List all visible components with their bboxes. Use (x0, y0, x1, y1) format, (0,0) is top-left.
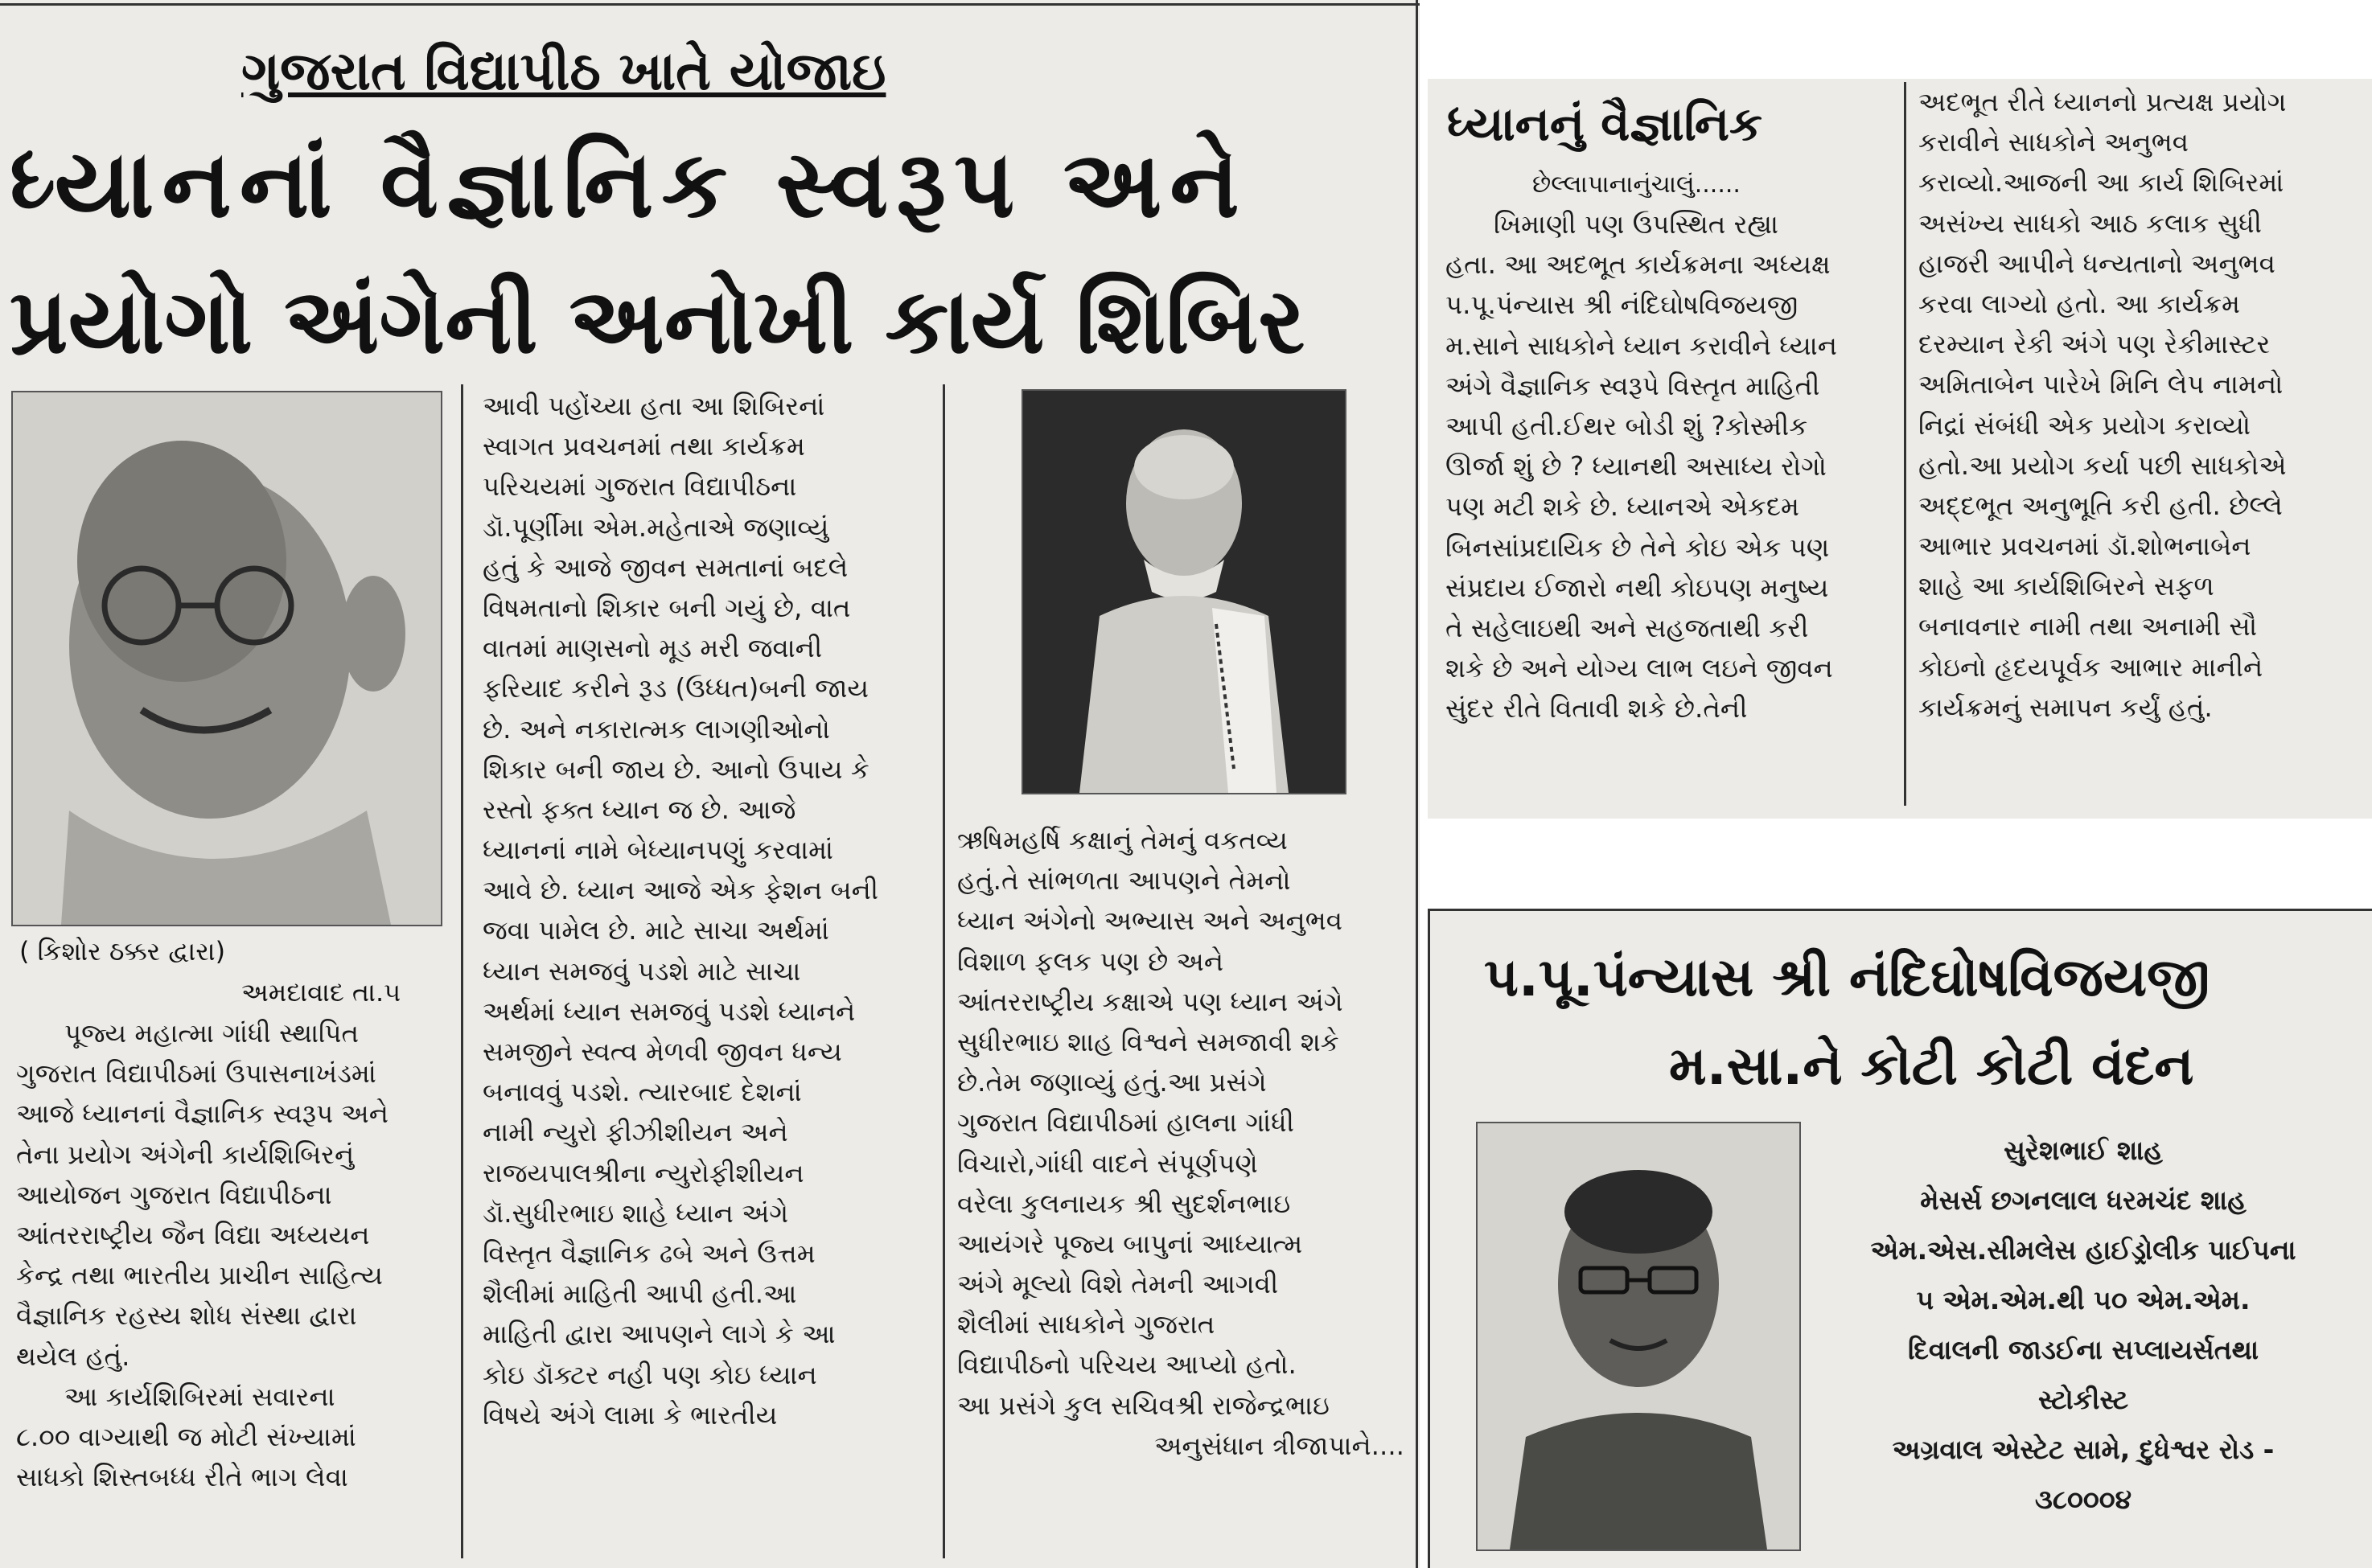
text-line: કેન્દ્ર તથા ભારતીય પ્રાચીન સાહિત્ય (16, 1260, 383, 1291)
text-line: આવી પહોંચ્યા હતા આ શિબિરનાં (483, 391, 825, 421)
advertiser-photo (1476, 1122, 1801, 1551)
text-line: થયેલ હતું. (16, 1340, 130, 1372)
pincode: ૩૮૦૦૦૪ (2034, 1484, 2132, 1515)
text-line: નિદ્રાં સંબંધી એક પ્રયોગ કરાવ્યો (1918, 409, 2251, 441)
continued-from-note: છેલ્લાપાનાનુંચાલું...... (1532, 170, 1741, 199)
text-line: આ કાર્યશિબિરમાં સવારના (64, 1381, 335, 1412)
text-line: શિકાર બની જાય છે. આનો ઉપાય કે (483, 753, 869, 785)
text-line: હતા. આ અદભૂત કાર્યક્રમના અધ્યક્ષ (1445, 249, 1831, 281)
text-line: અદ્દભૂત અનુભૂતિ કરી હતી. છેલ્લે (1918, 490, 2283, 521)
text-line: તેના પ્રયોગ અંગેની કાર્યશિબિરનું (16, 1139, 355, 1170)
text-line: વિષયે અંગે લામા કે ભારતીય (483, 1399, 778, 1430)
text-line: વૈજ્ઞાનિક રહસ્ય શોધ સંસ્થા દ્વારા (16, 1300, 357, 1332)
text-line: ધ્યાનનાં નામે બેધ્યાનપણું કરવામાં (483, 835, 834, 866)
company-name: મેસર્સ છગનલાલ ધરમચંદ શાહ (1920, 1184, 2247, 1216)
text-line: ગુજરાત વિદ્યાપીઠમાં હાલના ગાંધી (957, 1107, 1294, 1139)
text-line: અંગે મૂલ્યો વિશે તેમની આગવી (957, 1269, 1279, 1300)
text-line: પૂજ્ય મહાત્મા ગાંધી સ્થાપિત (64, 1018, 360, 1049)
text-line: મ.સાને સાધકોને ધ્યાન કરાવીને ધ્યાન (1445, 330, 1837, 361)
text-line: કોઇ ડૉક્ટર નહી પણ કોઇ ધ્યાન (483, 1359, 817, 1390)
text-line: ડૉ.પૂર્ણીમા એમ.મહેતાએ જણાવ્યું (483, 511, 829, 543)
text-line: શૈલીમાં માહિતી આપી હતી.આ (483, 1279, 797, 1310)
top-rule (0, 3, 1420, 6)
text-line: હતું કે આજે જીવન સમતાનાં બદલે (483, 552, 849, 583)
text-line: શાહે આ કાર્યશિબિરને સફળ (1918, 571, 2214, 602)
text-line: ઋષિમહર્ષિ કક્ષાનું તેમનું વકતવ્ય (957, 825, 1288, 856)
text-line: આયંગરે પૂજ્ય બાપુનાં આધ્યાત્મ (957, 1228, 1303, 1259)
column-rule (461, 384, 463, 1558)
monk-photo (1022, 389, 1346, 794)
address-line: અગ્રવાલ એસ્ટેટ સામે, દુધેશ્વર રોડ - (1892, 1434, 2275, 1465)
text-line: અમિતાબેન પારેખે મિનિ લેપ નામનો (1918, 369, 2284, 400)
text-line: વરેલા કુલનાયક શ્રી સુદર્શનભાઇ (957, 1188, 1291, 1219)
text-line: સુધીરભાઇ શાહ વિશ્વને સમજાવી શકે (957, 1026, 1339, 1057)
right-border-rule (1416, 0, 1418, 1568)
text-line: તે સહેલાઇથી અને સહજતાથી કરી (1445, 612, 1809, 643)
text-line: સમજીને સ્વત્વ મેળવી જીવન ધન્ય (483, 1036, 842, 1067)
text-line: અસંખ્ય સાધકો આઠ કલાક સુધી (1918, 207, 2262, 239)
text-line: બિનસાંપ્રદાયિક છે તેને કોઇ એક પણ (1445, 532, 1830, 563)
text-line: આજે ધ્યાનનાં વૈજ્ઞાનિક સ્વરૂપ અને (16, 1098, 388, 1130)
advertiser-details (1806, 1126, 2361, 1525)
article-column-3 (957, 820, 1404, 1466)
text-line: નામી ન્યુરો ફીઝીશીયન અને (483, 1117, 788, 1148)
text-line: વિસ્તૃત વૈજ્ઞાનિક ઢબે અને ઉત્તમ (483, 1238, 816, 1269)
text-line: બનાવનાર નામી તથા અનામી સૌ (1918, 611, 2258, 642)
text-line: વિશાળ ફલક પણ છે અને (957, 946, 1224, 977)
text-line: બનાવવું પડશે. ત્યારબાદ દેશનાં (483, 1077, 802, 1108)
ad-title-line-2: મ.સા.ને કોટી કોટી વંદન (1669, 1035, 2194, 1097)
text-line: કરાવ્યો.આજની આ કાર્ય શિબિરમાં (1918, 167, 2284, 199)
text-line: આવે છે. ધ્યાન આજે એક ફેશન બની (483, 875, 879, 906)
text-line: ખિમાણી પણ ઉપસ્થિત રહ્યા (1494, 209, 1778, 240)
article-kicker: ગુજરાત વિદ્યાપીઠ ખાતે યોજાઇ (241, 40, 886, 102)
text-line: છે. અને નકારાત્મક લાગણીઓનો (483, 713, 830, 745)
article-column-1 (16, 1013, 450, 1497)
text-line: શકે છે અને યોગ્ય લાભ લઇને જીવન (1445, 653, 1833, 684)
dateline: અમદાવાદ તા.૫ (241, 977, 401, 1008)
ad-title-line-1: પ.પૂ.પંન્યાસ શ્રી નંદિઘોષવિજયજી (1484, 946, 2210, 1008)
stockist-line: સ્ટોકીસ્ટ (2037, 1384, 2129, 1415)
text-line: આયોજન ગુજરાત વિદ્યાપીઠના (16, 1179, 332, 1210)
text-line: ડૉ.સુધીરભાઇ શાહે ધ્યાન અંગે (483, 1197, 789, 1229)
text-line: આ પ્રસંગે કુલ સચિવશ્રી રાજેન્દ્રભાઇ (957, 1389, 1330, 1421)
text-line: હતું.તે સાંભળતા આપણને તેમનો (957, 865, 1291, 897)
text-line: કરાવીને સાધકોને અનુભવ (1918, 127, 2189, 158)
text-line: સાધકો શિસ્તબધ્ધ રીતે ભાગ લેવા (16, 1462, 348, 1493)
text-line: કરવા લાગ્યો હતો. આ કાર્યક્રમ (1918, 288, 2240, 319)
headline-line-2: પ્રયોગો અંગેની અનોખી કાર્ય શિબિર (10, 269, 1305, 374)
gandhi-photo (11, 391, 442, 926)
continuation-panel (1428, 79, 2372, 819)
text-line: સંપ્રદાય ઈજારો નથી કોઇપણ મનુષ્ય (1445, 572, 1829, 603)
continuation-column-2 (1918, 82, 2366, 728)
advertiser-name: સુરેશભાઈ શાહ (2004, 1135, 2163, 1166)
text-line: ઊર્જા શું છે ? ધ્યાનથી અસાધ્ય રોગો (1445, 451, 1827, 482)
ad-top-rule (1428, 909, 2372, 911)
text-line: હાજરી આપીને ધન્યતાનો અનુભવ (1918, 248, 2275, 279)
text-line: અદભૂત રીતે ધ્યાનનો પ્રત્યક્ષ પ્રયોગ (1918, 87, 2287, 117)
text-line: ગુજરાત વિદ્યાપીઠમાં ઉપાસનાખંડમાં (16, 1058, 376, 1090)
text-line: ફરિયાદ કરીને રૂડ (ઉધ્ધત)બની જાય (483, 673, 869, 704)
text-line: વિચારો,ગાંધી વાદને સંપૂર્ણપણે (957, 1147, 1258, 1179)
text-line: રાજયપાલશ્રીના ન્યુરોફીશીયન (483, 1157, 804, 1188)
text-line: વિષમતાનો શિકાર બની ગયું છે, વાત (483, 592, 851, 623)
text-line: સ્વાગત પ્રવચનમાં તથા કાર્યક્રમ (483, 431, 805, 462)
continuation-column-1 (1445, 204, 1892, 729)
ad-left-rule (1428, 909, 1430, 1568)
product-line: એમ.એસ.સીમલેસ હાઈડ્રોલીક પાઈપના (1870, 1234, 2296, 1266)
text-line: સુંદર રીતે વિતાવી શકે છે.તેની (1445, 693, 1748, 724)
text-line: ધ્યાન અંગેનો અભ્યાસ અને અનુભવ (957, 905, 1342, 937)
text-line: વિદ્યાપીઠનો પરિચય આપ્યો હતો. (957, 1349, 1297, 1381)
text-line: દરમ્યાન રેકી અંગે પણ રેકીમાસ્ટર (1918, 329, 2271, 360)
text-line: અંગે વૈજ્ઞાનિક સ્વરૂપે વિસ્તૃત માહિતી (1445, 370, 1820, 401)
tribute-advertisement (1428, 909, 2372, 1568)
column-rule (943, 384, 945, 1558)
text-line: વાતમાં માણસનો મૂડ મરી જવાની (483, 633, 823, 664)
continuation-note: અનુસંધાન ત્રીજાપાને.... (1154, 1430, 1404, 1461)
text-line: ધ્યાન સમજવું પડશે માટે સાચા (483, 955, 801, 987)
column-rule (1904, 82, 1906, 806)
continuation-title: ધ્યાનનું વૈજ્ઞાનિક (1447, 96, 1762, 151)
text-line: અર્થમાં ધ્યાન સમજવું પડશે ધ્યાનને (483, 995, 856, 1027)
text-line: આપી હતી.ઈથર બોડી શું ?કોસ્મીક (1445, 410, 1808, 441)
text-line: હતો.આ પ્રયોગ કર્યા પછી સાધકોએ (1918, 449, 2287, 481)
text-line: કાર્યક્રમનું સમાપન કર્યું હતું. (1918, 692, 2213, 723)
text-line: આંતરરાષ્ટ્રીય જૈન વિદ્યા અધ્યયન (16, 1219, 370, 1250)
text-line: આભાર પ્રવચનમાં ડૉ.શોભનાબેન (1918, 531, 2251, 562)
size-range: ૫ એમ.એમ.થી ૫૦ એમ.એમ. (1916, 1284, 2251, 1316)
text-line: આંતરરાષ્ટ્રીય કક્ષાએ પણ ધ્યાન અંગે (957, 986, 1343, 1017)
text-line: છે.તેમ જણાવ્યું હતું.આ પ્રસંગે (957, 1067, 1267, 1098)
text-line: જવા પામેલ છે. માટે સાચા અર્થમાં (483, 915, 829, 946)
text-line: કોઇનો હૃદયપૂર્વક આભાર માનીને (1918, 651, 2263, 683)
text-line: શૈલીમાં સાધકોને ગુજરાત (957, 1309, 1215, 1340)
text-line: પરિચયમાં ગુજરાત વિદ્યાપીઠના (483, 471, 797, 503)
text-line: પણ મટી શકે છે. ધ્યાનએ એકદમ (1445, 491, 1799, 523)
text-line: પ.પૂ.પંન્યાસ શ્રી નંદિઘોષવિજયજી (1445, 289, 1799, 321)
text-line: રસ્તો ફક્ત ધ્યાન જ છે. આજે (483, 794, 796, 825)
text-line: ૮.૦૦ વાગ્યાથી જ મોટી સંખ્યામાં (16, 1421, 356, 1452)
supplier-line: દિવાલની જાડઈના સપ્લાયર્સતથા (1907, 1334, 2259, 1365)
headline-line-1: ધ્યાનનાં વૈજ્ઞાનિક સ્વરૂપ અને (10, 130, 1248, 239)
byline: ( કિશોર ઠક્કર દ્વારા) (19, 936, 226, 967)
text-line: માહિતી દ્વારા આપણને લાગે કે આ (483, 1319, 836, 1350)
article-column-2 (483, 386, 949, 1435)
